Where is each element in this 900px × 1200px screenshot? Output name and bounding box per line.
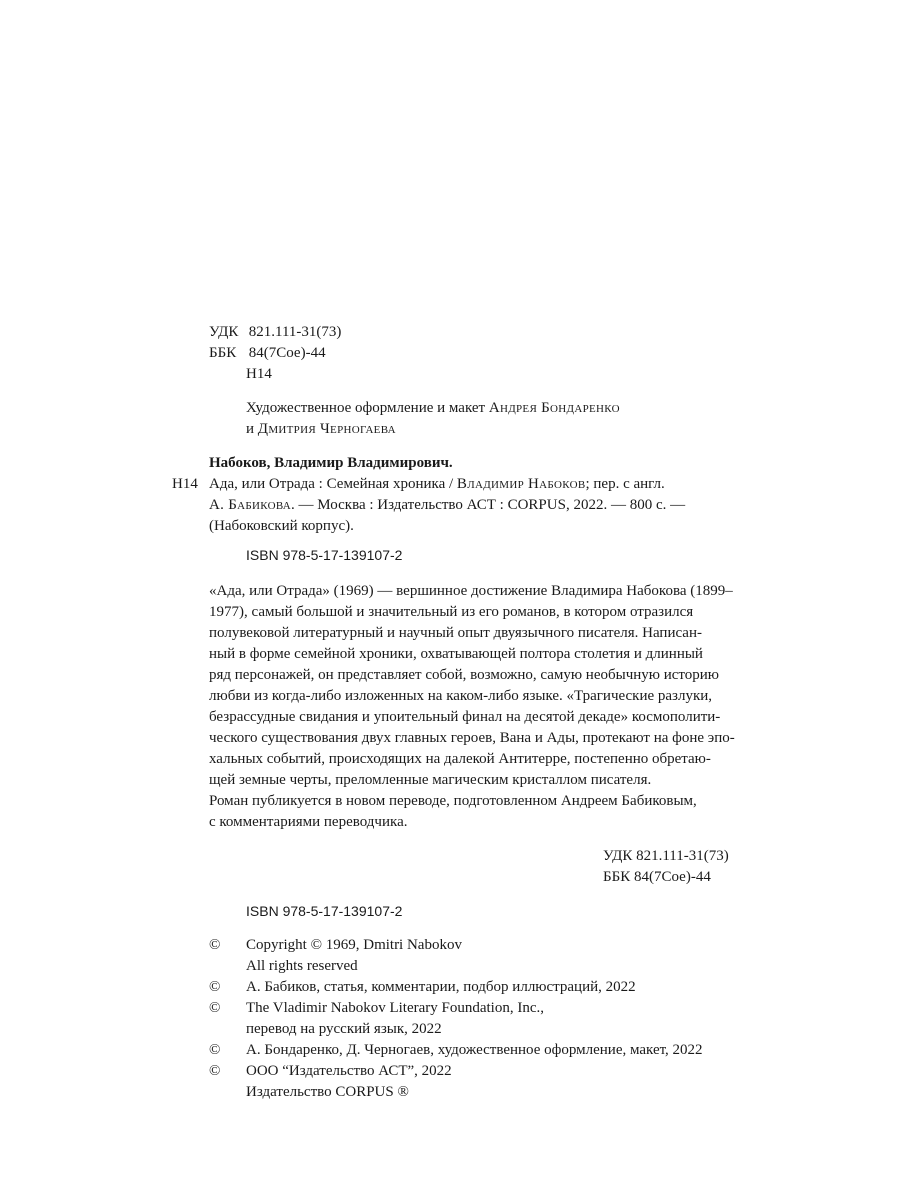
copyright-line: А. Бондаренко, Д. Черногаев, художественное оформление, макет, 2022 <box>246 1042 703 1058</box>
catalog-line-1 <box>209 474 665 494</box>
isbn-bottom: ISBN 978-5-17-139107-2 <box>246 903 403 919</box>
catalog-isbn: ISBN 978-5-17-139107-2 <box>246 547 403 563</box>
catalog-author-heading: Набоков, Владимир Владимирович. <box>209 455 453 471</box>
annotation-line: безрассудные свидания и упоительный финал на десятой декаде» космополити- <box>209 709 721 725</box>
catalog-author-name: Владимир Набоков <box>456 476 586 492</box>
design-credit-conj: и <box>246 421 258 437</box>
right-udk: УДК 821.111-31(73) <box>603 848 729 864</box>
copyright-symbol: © <box>209 1042 221 1058</box>
annotation-line: полувековой литературный и научный опыт двуязычного писателя. Написан- <box>209 625 702 641</box>
copyright-symbol: © <box>209 1063 221 1079</box>
design-credit-line-1 <box>246 398 620 418</box>
catalog-publisher-info: . — Москва : Издательство АСТ : CORPUS, 2022. — 800 с. — <box>291 497 686 513</box>
design-credit-line-2 <box>246 419 396 439</box>
copyright-symbol: © <box>209 979 221 995</box>
annotation-line: Роман публикуется в новом переводе, подготовленном Андреем Бабиковым, <box>209 793 697 809</box>
designer-name-1: Андрея Бондаренко <box>488 400 620 416</box>
annotation-line: щей земные черты, преломленные магическим кристаллом писателя. <box>209 772 652 788</box>
bbk-value: 84(7Сое)-44 <box>248 345 326 361</box>
udk-value: 821.111-31(73) <box>248 324 342 340</box>
bbk-label: ББК <box>209 345 237 361</box>
annotation-line: хальных событий, происходящих на далекой Антитерре, постепенно обретаю- <box>209 751 711 767</box>
copyright-line: А. Бабиков, статья, комментарии, подбор иллюстраций, 2022 <box>246 979 636 995</box>
annotation-line: с комментариями переводчика. <box>209 814 408 830</box>
annotation-line: ческого существования двух главных героев, Вана и Ады, протекают на фоне эпо- <box>209 730 735 746</box>
copyright-symbol: © <box>209 1000 221 1016</box>
copyright-symbol: © <box>209 937 221 953</box>
bbk-line <box>209 343 326 363</box>
annotation-line: ный в форме семейной хроники, охватывающей полтора столетия и длинный <box>209 646 703 662</box>
catalog-line-2 <box>209 495 685 515</box>
design-credit-text: Художественное оформление и макет <box>246 400 489 416</box>
catalog-translation-note: ; пер. с англ. <box>585 476 665 492</box>
catalog-title: Ада, или Отрада : Семейная хроника / <box>209 476 457 492</box>
catalog-author-sign: Н14 <box>172 476 198 492</box>
copyright-line: The Vladimir Nabokov Literary Foundation, Inc., <box>246 1000 544 1016</box>
catalog-translator-name: А. Бабикова <box>209 497 292 513</box>
annotation-line: ряд персонажей, он представляет собой, возможно, самую необычную историю <box>209 667 720 683</box>
copyright-line: ООО “Издательство АСТ”, 2022 <box>246 1063 452 1079</box>
catalog-series: (Набоковский корпус). <box>209 518 354 534</box>
copyright-line: перевод на русский язык, 2022 <box>246 1021 442 1037</box>
author-sign-top: Н14 <box>246 366 272 382</box>
annotation-line: «Ада, или Отрада» (1969) — вершинное достижение Владимира Набокова (1899– <box>209 583 733 599</box>
annotation-line: любви из когда-либо изложенных на каком-либо языке. «Трагические разлуки, <box>209 688 713 704</box>
copyright-line: Издательство CORPUS ® <box>246 1084 409 1100</box>
udk-line <box>209 322 341 342</box>
udk-label: УДК <box>209 324 239 340</box>
copyright-line: Copyright © 1969, Dmitri Nabokov <box>246 937 462 953</box>
copyright-line: All rights reserved <box>246 958 358 974</box>
designer-name-2: Дмитрия Черногаева <box>257 421 396 437</box>
right-bbk: ББК 84(7Сое)-44 <box>603 869 711 885</box>
annotation-line: 1977), самый большой и значительный из его романов, в котором отразился <box>209 604 694 620</box>
